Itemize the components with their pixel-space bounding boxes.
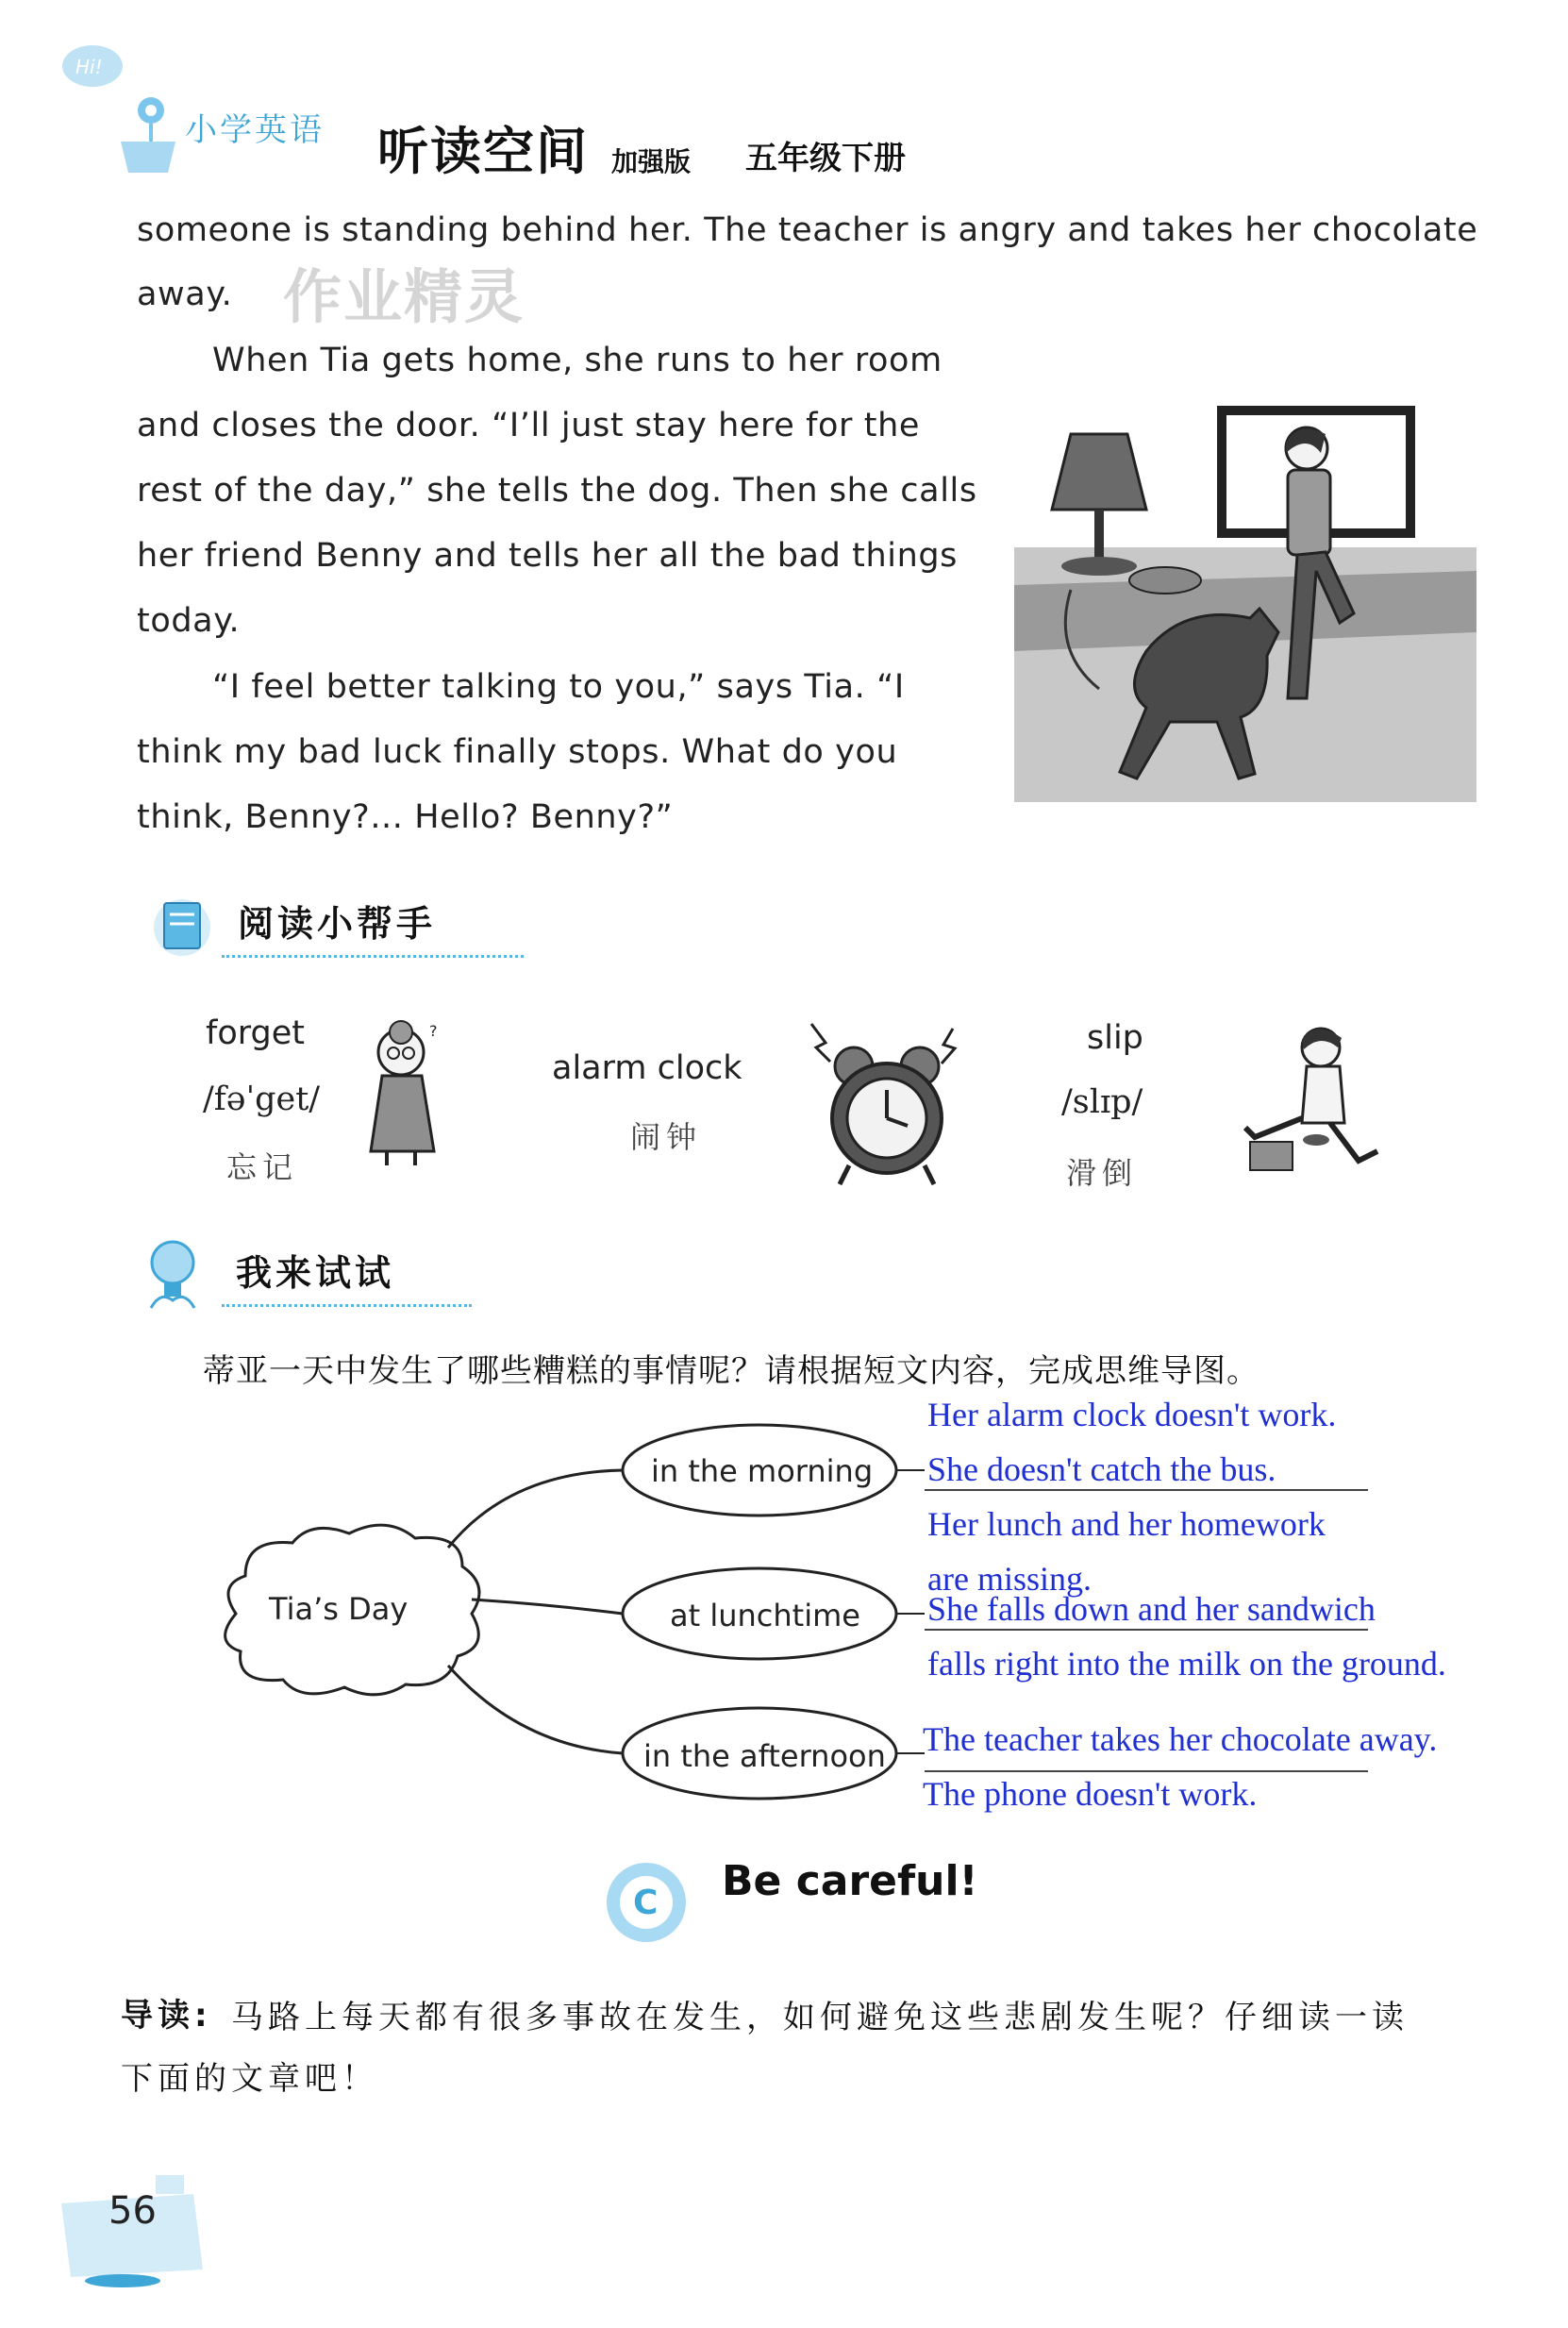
- hi-badge-icon: [57, 38, 132, 94]
- book-icon: [151, 892, 213, 958]
- mind-map-branch: in the morning: [651, 1453, 874, 1489]
- mind-map-branch: in the afternoon: [643, 1738, 886, 1774]
- header: [0, 0, 1568, 189]
- mind-map-branch: at lunchtime: [670, 1598, 860, 1633]
- answer-text: Her alarm clock doesn't work.: [927, 1396, 1337, 1433]
- answer-line: [925, 1770, 1368, 1772]
- section-letter: C: [633, 1884, 659, 1922]
- section-title: Be careful!: [722, 1857, 978, 1905]
- series-name: 小学英语: [185, 111, 325, 149]
- story-line: When Tia gets home, she runs to her room: [212, 342, 942, 379]
- svg-text:?: ?: [429, 1022, 438, 1040]
- story-line: think, Benny?... Hello? Benny?”: [137, 798, 674, 836]
- answer-text: The teacher takes her chocolate away.: [923, 1720, 1438, 1758]
- try-it-title: 我来试试: [236, 1252, 395, 1294]
- answer-line: [925, 1629, 1368, 1631]
- answer-text: are missing.: [927, 1560, 1092, 1598]
- story-line: away.: [137, 276, 233, 313]
- answer-text: She doesn't catch the bus.: [927, 1450, 1276, 1488]
- page-number: 56: [108, 2189, 157, 2233]
- vocab-meaning: 忘记: [226, 1149, 299, 1185]
- alarm-clock-icon: [792, 1014, 981, 1194]
- vocab-meaning: 滑倒: [1066, 1155, 1139, 1191]
- vocab-word: slip: [1087, 1019, 1143, 1057]
- mind-map-center: Tia’s Day: [269, 1591, 409, 1627]
- guide-text: 下面的文章吧！: [121, 2060, 378, 2098]
- answer-text: She falls down and her sandwich: [927, 1590, 1376, 1628]
- book-grade: 五年级下册: [745, 140, 906, 177]
- story-line: her friend Benny and tells her all the bad things: [137, 537, 958, 575]
- vocab-phonetic: /slɪp/: [1061, 1083, 1143, 1121]
- story-line: today.: [137, 602, 241, 640]
- vocab-word: alarm clock: [552, 1049, 742, 1087]
- vocab-meaning: 闹钟: [630, 1119, 703, 1155]
- book-title: 听读空间: [377, 122, 589, 181]
- book-edition: 加强版: [611, 146, 692, 177]
- guide-label: 导读:: [121, 1997, 212, 2035]
- divider: [222, 955, 524, 958]
- guide-text: 马路上每天都有很多事故在发生，如何避免这些悲剧发生呢？仔细读一读: [231, 1999, 1409, 2036]
- story-line: “I feel better talking to you,” says Tia. “I: [212, 668, 905, 706]
- exercise-instruction: 蒂亚一天中发生了哪些糟糕的事情呢？请根据短文内容，完成思维导图。: [203, 1352, 1259, 1390]
- vocab-phonetic: /fəˈget/: [203, 1080, 321, 1118]
- story-line: rest of the day,” she tells the dog. Then she calls: [137, 472, 977, 510]
- svg-text:Hi!: Hi!: [75, 56, 103, 78]
- vocab-word: forget: [206, 1014, 305, 1052]
- answer-line: [925, 1489, 1368, 1491]
- slipping-girl-illustration: [1226, 1019, 1406, 1184]
- forgetful-woman-illustration: [354, 1019, 458, 1170]
- story-line: think my bad luck finally stops. What do you: [137, 733, 898, 771]
- tia-phone-dog-illustration: [1014, 406, 1476, 802]
- watermark: 作业精灵: [283, 262, 525, 331]
- answer-text: Her lunch and her homework: [927, 1505, 1326, 1543]
- divider: [222, 1304, 472, 1307]
- light-bulb-icon: [142, 1234, 204, 1310]
- reading-helper-title: 阅读小帮手: [238, 903, 437, 945]
- story-line: and closes the door. “I’ll just stay here for the: [137, 407, 920, 444]
- section-c-badge-icon: [599, 1857, 693, 1947]
- flower-pot-icon: [113, 90, 179, 175]
- story-line: someone is standing behind her. The teacher is angry and takes her chocolate: [137, 211, 1478, 249]
- answer-text: falls right into the milk on the ground.: [927, 1645, 1446, 1683]
- answer-text: The phone doesn't work.: [923, 1775, 1258, 1813]
